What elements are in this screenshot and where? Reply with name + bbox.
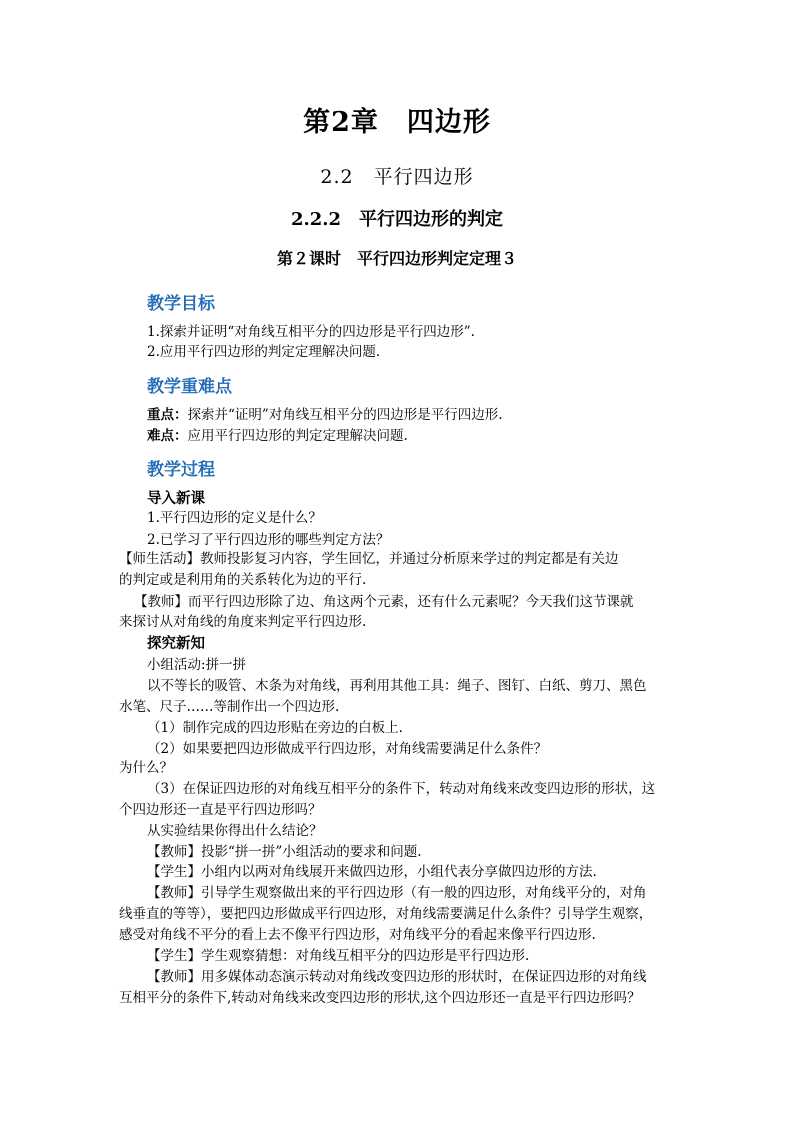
focus-label: 重点： <box>147 407 188 423</box>
explore-line: 为什么？ <box>119 760 173 776</box>
explore-line: 感受对角线不平分的看上去不像平行四边形，对角线平分的看起来像平行四边形. <box>119 927 596 943</box>
intro-line: 的判定或是利用角的关系转化为边的平行. <box>119 572 367 588</box>
explore-line: 【教师】用多媒体动态演示转动对角线改变四边形的形状时，在保证四边形的对角线 <box>147 969 647 985</box>
section-title: 2.2 平行四边形 <box>320 166 474 188</box>
objective-item: 1.探索并证明“对角线互相平分的四边形是平行四边形”. <box>147 324 475 340</box>
explore-line: （2）如果要把四边形做成平行四边形，对角线需要满足什么条件？ <box>147 741 548 757</box>
explore-line: 【学生】小组内以两对角线展开来做四边形，小组代表分享做四边形的方法. <box>147 864 597 880</box>
focus-text: 探索并“证明”对角线互相平分的四边形是平行四边形. <box>187 407 503 423</box>
intro-line: 【师生活动】教师投影复习内容，学生回忆，并通过分析原来学过的判定都是有关边 <box>119 551 619 567</box>
explore-line: 【教师】投影“拼一拼”小组活动的要求和问题. <box>147 844 422 860</box>
difficulty-line <box>147 426 408 446</box>
intro-line: 2.已学习了平行四边形的哪些判定方法？ <box>147 532 390 548</box>
explore-line: 互相平分的条件下,转动对角线来改变四边形的形状,这个四边形还一直是平行四边形吗？ <box>119 990 641 1006</box>
explore-line: （1）制作完成的四边形贴在旁边的白板上. <box>147 720 403 736</box>
explore-line: 小组活动:拼一拼 <box>147 657 247 673</box>
explore-line: 从实验结果你得出什么结论？ <box>147 823 323 839</box>
explore-line: 【教师】引导学生观察做出来的平行四边形（有一般的四边形，对角线平分的，对角 <box>147 885 647 901</box>
objectives-heading: 教学目标 <box>147 294 215 314</box>
intro-line: 【教师】而平行四边形除了边、角这两个元素，还有什么元素呢？今天我们这节课就 <box>134 594 634 610</box>
key-points-heading: 教学重难点 <box>147 377 232 397</box>
explore-line: 个四边形还一直是平行四边形吗？ <box>119 802 322 818</box>
intro-heading: 导入新课 <box>147 491 205 507</box>
subsection-title: 2.2.2 平行四边形的判定 <box>290 209 504 230</box>
intro-line: 来探讨从对角线的角度来判定平行四边形. <box>119 614 367 630</box>
explore-line: （3）在保证四边形的对角线互相平分的条件下，转动对角线来改变四边形的形状，这 <box>147 781 656 797</box>
process-heading: 教学过程 <box>147 460 215 480</box>
difficulty-label: 难点： <box>147 428 188 444</box>
explore-line: 线垂直的等等），要把四边形做成平行四边形，对角线需要满足什么条件？引导学生观察， <box>119 906 653 922</box>
chapter-title: 第2章 四边形 <box>303 107 491 138</box>
focus-line <box>147 405 503 425</box>
explore-line: 水笔、尺子……等制作出一个四边形. <box>119 699 340 715</box>
explore-line: 【学生】学生观察猜想：对角线互相平分的四边形是平行四边形. <box>147 948 530 964</box>
explore-line: 以不等长的吸管、木条为对角线，再利用其他工具：绳子、图钉、白纸、剪刀、黑色 <box>147 678 647 694</box>
difficulty-text: 应用平行四边形的判定定理解决问题. <box>187 428 408 444</box>
explore-heading: 探究新知 <box>147 636 205 652</box>
lesson-title: 第２课时 平行四边形判定定理３ <box>276 249 517 268</box>
intro-line: 1.平行四边形的定义是什么？ <box>147 510 322 526</box>
objective-item: 2.应用平行四边形的判定定理解决问题. <box>147 344 381 360</box>
